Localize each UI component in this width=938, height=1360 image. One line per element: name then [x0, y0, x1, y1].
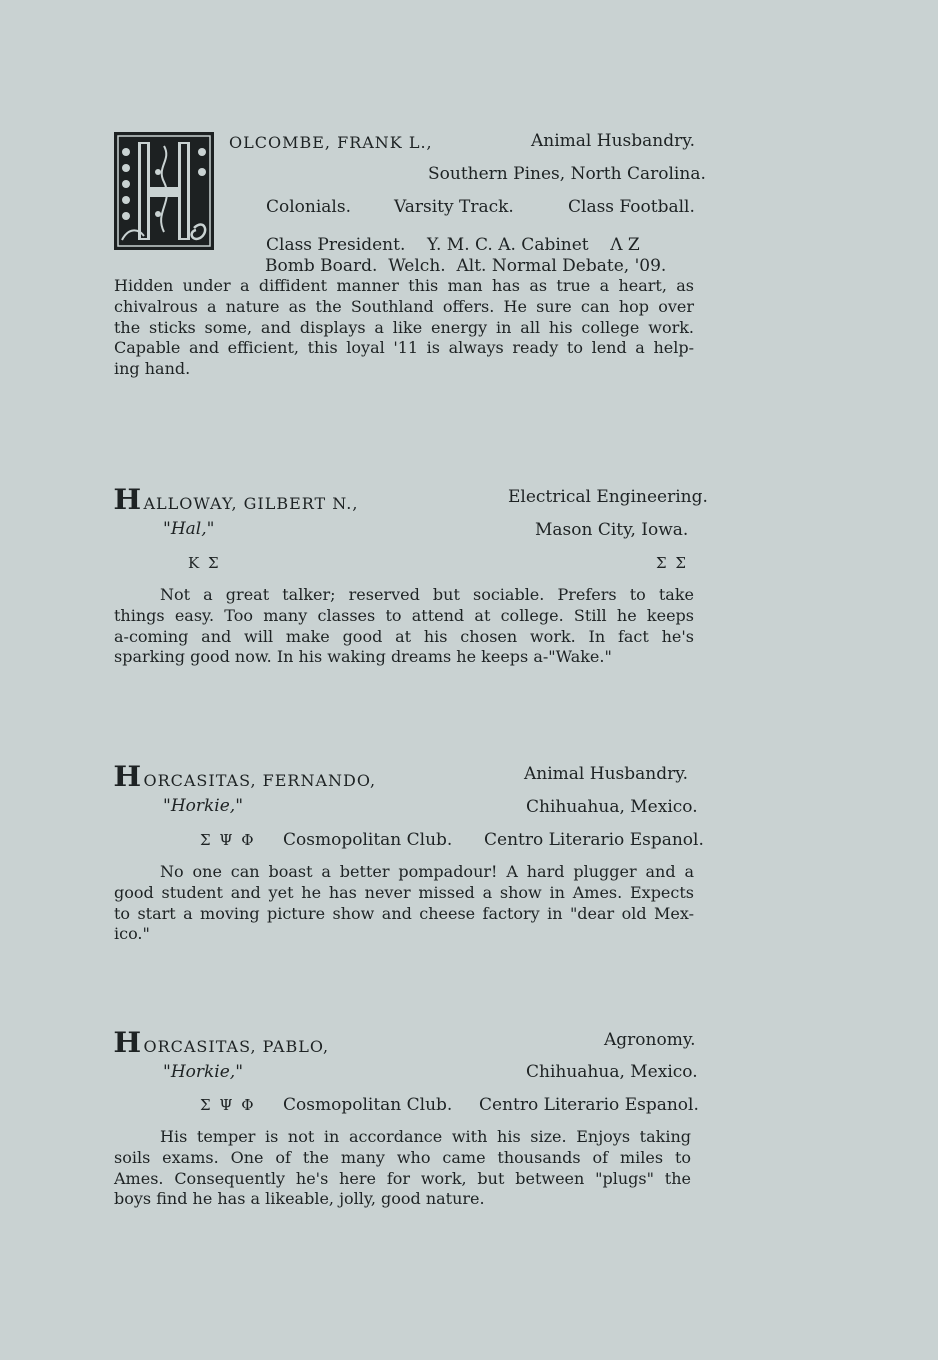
entry-3-nickname: "Horkie,"	[163, 796, 244, 816]
entry-1-name: OLCOMBE, FRANK L.,	[229, 133, 433, 152]
entry-4-greek: Σ Ψ Φ	[200, 1096, 256, 1114]
entry-3-club-2: Centro Literario Espanol.	[484, 830, 704, 850]
entry-2-course: Electrical Engineering.	[508, 487, 708, 507]
entry-4-name: HORCASITAS, PABLO,	[113, 1026, 330, 1059]
entry-3-hometown: Chihuahua, Mexico.	[526, 797, 698, 817]
entry-2-bio: Not a great talker; reserved but sociable. Prefers to take things easy. Too many classes to attend at college. Still he keeps a-coming and will make good at his chosen work. In fact he's sparking good now. In his waking dreams he keeps a-"Wake."	[114, 585, 694, 667]
entry-2-greek-right: Σ Σ	[656, 554, 688, 572]
entry-1-activity-3: Class Football.	[568, 197, 695, 217]
entry-4-hometown: Chihuahua, Mexico.	[526, 1062, 698, 1082]
entry-1-course: Animal Husbandry.	[531, 131, 695, 151]
entry-3-bio: No one can boast a better pompadour! A hard plugger and a good student and yet he has never missed a show in Ames. Expects to start a moving picture show and cheese factory in "dear old Mex- ico."	[114, 862, 694, 944]
entry-1-bio: Hidden under a diffident manner this man has as true a heart, as chivalrous a nature as the Southland offers. He sure can hop over the sticks some, and displays a like energy in all his college work. Capable and efficient, this loyal '11 is always ready to lend a help- ing hand.	[114, 276, 694, 379]
entry-4-initial: H	[113, 1026, 143, 1059]
entry-3-course: Animal Husbandry.	[524, 764, 688, 784]
entry-4-bio: His temper is not in accordance with his size. Enjoys taking soils exams. One of the many who came thousands of miles to Ames. Consequently he's here for work, but between "plugs" the boys find he has a likeable, jolly, good nature.	[114, 1127, 691, 1209]
entry-1-activity-1: Colonials.	[266, 197, 351, 217]
entry-2-greek-left: K Σ	[188, 554, 221, 572]
entry-2-initial: H	[113, 483, 143, 516]
entry-3-name: HORCASITAS, FERNANDO,	[113, 760, 377, 793]
entry-1-activity-2: Varsity Track.	[394, 197, 514, 217]
entry-4-course: Agronomy.	[604, 1030, 696, 1050]
entry-1-activities-line-3: Bomb Board. Welch. Alt. Normal Debate, '09.	[265, 256, 667, 276]
entry-4-club-1: Cosmopolitan Club.	[283, 1095, 453, 1115]
entry-4-club-2: Centro Literario Espanol.	[479, 1095, 699, 1115]
entry-1-hometown: Southern Pines, North Carolina.	[428, 164, 706, 184]
entry-3-club-1: Cosmopolitan Club.	[283, 830, 453, 850]
entry-4-nickname: "Horkie,"	[163, 1062, 244, 1082]
entry-1-activities-line-2: Class President. Y. M. C. A. Cabinet Λ Z	[266, 235, 640, 255]
entry-3-greek: Σ Ψ Φ	[200, 831, 256, 849]
entry-3-initial: H	[113, 760, 143, 793]
entry-2-hometown: Mason City, Iowa.	[535, 520, 689, 540]
entry-2-name: HALLOWAY, GILBERT N.,	[113, 483, 359, 516]
entry-2-nickname: "Hal,"	[163, 519, 215, 539]
ornamental-dropcap-h-icon	[114, 132, 214, 250]
